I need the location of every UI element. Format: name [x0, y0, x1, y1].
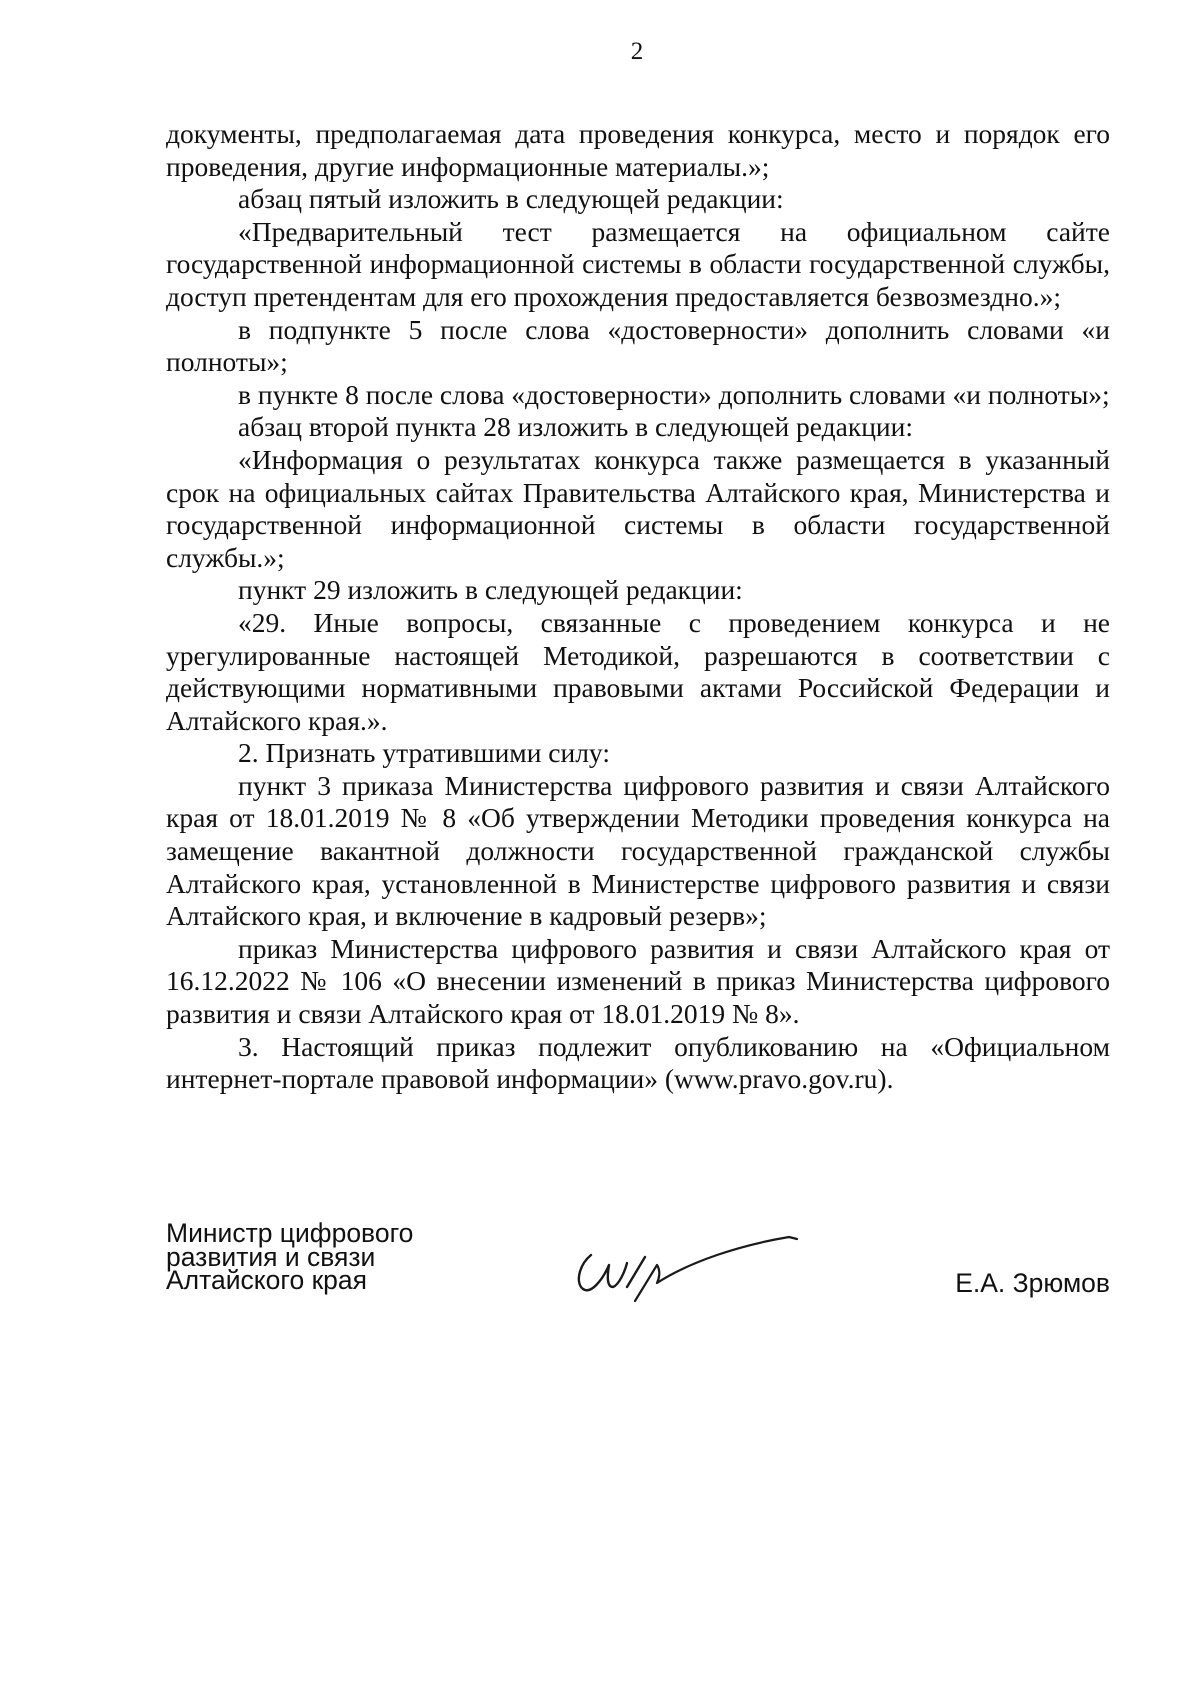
paragraph: «29. Иные вопросы, связанные с проведением конкурса и не урегулированные настоящей Методикой, разрешаются в соответствии с действующими нормативными правовыми актами Российской Федерации и Алтайского края.».: [166, 606, 1110, 736]
paragraph: 2. Признать утратившими силу:: [238, 737, 610, 769]
signer-name: Е.А. Зрюмов: [955, 1268, 1110, 1298]
paragraph: «Информация о результатах конкурса также размещается в указанный срок на официальных сайтах Правительства Алтайского края, Министерства и государственной информационной системы в области государственной службы.»;: [166, 443, 1110, 573]
paragraph: пункт 29 изложить в следующей редакции:: [238, 574, 743, 606]
paragraph: в подпункте 5 после слова «достоверности» дополнить словами «и полноты»;: [166, 313, 1110, 378]
paragraph: в пункте 8 после слова «достоверности» дополнить словами «и полноты»;: [238, 378, 1110, 410]
paragraph-continuation: документы, предполагаемая дата проведения конкурса, место и порядок его проведения, другие информационные материалы.»;: [166, 118, 1110, 182]
signer-title-line: Министр цифрового: [166, 1218, 414, 1248]
paragraph: «Предварительный тест размещается на официальном сайте государственной информационной системы в области государственной службы, доступ претендентам для его прохождения предоставляется безвозмездно.»;: [166, 215, 1110, 312]
document-body: [166, 118, 1110, 1096]
signer-title-line: развития и связи: [166, 1241, 376, 1272]
handwritten-signature: [561, 1217, 821, 1317]
signer-title: [166, 1218, 414, 1295]
signer-title-line: Алтайского края: [166, 1265, 368, 1295]
signature-block: [166, 1218, 1110, 1312]
paragraph: 3. Настоящий приказ подлежит опубликованию на «Официальном интернет-портале правовой информации» (www.pravo.gov.ru).: [166, 1030, 1110, 1095]
paragraph: абзац пятый изложить в следующей редакции:: [238, 183, 784, 215]
paragraph: пункт 3 приказа Министерства цифрового развития и связи Алтайского края от 18.01.2019 № 8 «Об утверждении Методики проведения конкурса на замещение вакантной должности государственной гражданской службы Алтайского края, установленной в Министерстве цифрового развития и связи Алтайского края, и включение в кадровый резерв»;: [166, 769, 1110, 932]
paragraph: абзац второй пункта 28 изложить в следующей редакции:: [238, 411, 913, 443]
paragraph: приказ Министерства цифрового развития и связи Алтайского края от 16.12.2022 № 106 «О внесении изменений в приказ Министерства цифрового развития и связи Алтайского края от 18.01.2019 № 8».: [166, 932, 1110, 1030]
page-number: 2: [630, 38, 644, 65]
